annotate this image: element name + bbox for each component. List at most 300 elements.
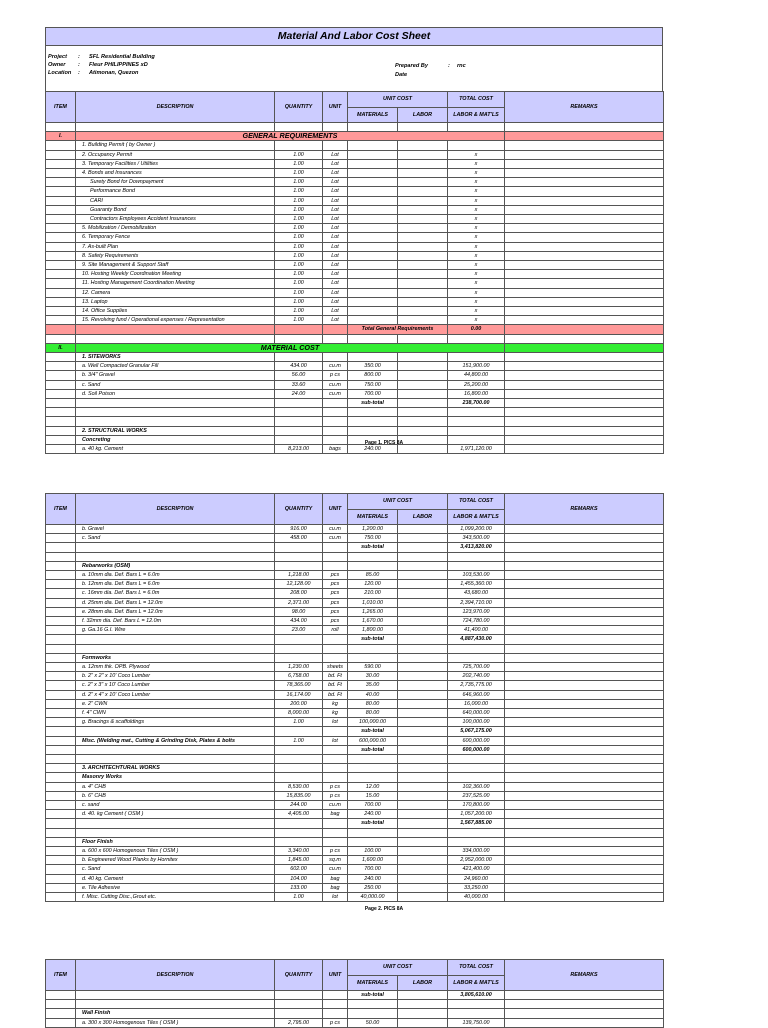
cell <box>398 755 448 764</box>
cell-total: 2,952,000.00 <box>448 856 505 865</box>
cell <box>275 755 323 764</box>
section-title: GENERAL REQUIREMENTS <box>76 132 505 141</box>
subtotal-row <box>46 745 664 754</box>
cell-item <box>46 389 76 398</box>
cell-remarks <box>505 626 664 635</box>
cell <box>275 561 323 570</box>
subtotal-label: sub-total <box>348 991 398 1000</box>
col-total-cost: TOTAL COST <box>448 960 505 976</box>
cell-unit: Lot <box>323 205 348 214</box>
cell <box>323 334 348 343</box>
table-row <box>46 169 664 178</box>
col-materials: MATERIALS <box>348 509 398 525</box>
cell-description: f. 32mm dia. Def. Bars L = 12.0m <box>76 617 275 626</box>
cell-quantity: 104.00 <box>275 874 323 883</box>
cell-remarks <box>505 810 664 819</box>
cell-description: b. Engineered Wood Planks by Hornitex <box>76 856 275 865</box>
table-row <box>46 626 664 635</box>
cell <box>505 552 664 561</box>
cell-quantity: 1,845.00 <box>275 856 323 865</box>
cell-item <box>46 371 76 380</box>
cell-remarks <box>505 663 664 672</box>
subtotal-value: 3,413,820.00 <box>448 543 505 552</box>
cell-materials: 35.00 <box>348 681 398 690</box>
cell-description: 5. Mobilization / Demobilization <box>76 224 275 233</box>
cell-remarks <box>505 141 664 150</box>
cell-labor <box>398 178 448 187</box>
cell-remarks <box>505 580 664 589</box>
blank-row <box>46 123 664 132</box>
cell-labor <box>398 736 448 745</box>
date-label: Date <box>395 72 408 78</box>
cell <box>398 764 448 773</box>
col-labor-mat: LABOR & MAT'LS <box>448 509 505 525</box>
subtotal-value: 238,700.00 <box>448 399 505 408</box>
cell-unit: Lot <box>323 196 348 205</box>
cell-materials <box>348 279 398 288</box>
cell <box>505 828 664 837</box>
group-label: Concreting <box>76 435 275 444</box>
cell <box>505 543 664 552</box>
table-row <box>46 316 664 325</box>
cell-unit: p cs <box>323 782 348 791</box>
cell-remarks <box>505 681 664 690</box>
cell-unit: lot <box>323 736 348 745</box>
section-row <box>46 343 664 352</box>
cell <box>398 417 448 426</box>
cell-total <box>448 141 505 150</box>
cell <box>448 1009 505 1018</box>
cell-item <box>46 847 76 856</box>
cell-unit <box>323 141 348 150</box>
cell-unit: Lot <box>323 316 348 325</box>
cell <box>76 417 275 426</box>
cell-total: x <box>448 261 505 270</box>
cell-description: c. Sand <box>76 534 275 543</box>
label-row <box>46 353 664 362</box>
table-row <box>46 893 664 902</box>
cell <box>275 417 323 426</box>
cell <box>348 417 398 426</box>
cell-quantity: 3,340.00 <box>275 847 323 856</box>
cell-item <box>46 561 76 570</box>
table-row <box>46 589 664 598</box>
location-label: Location <box>48 70 72 76</box>
cell-quantity: 434.00 <box>275 617 323 626</box>
cell-quantity: 78,365.00 <box>275 681 323 690</box>
blank-row <box>46 417 664 426</box>
cell-labor <box>398 224 448 233</box>
cell-unit: cu.m <box>323 801 348 810</box>
cell-unit: bd. Ft <box>323 681 348 690</box>
cell <box>448 426 505 435</box>
cell-labor <box>398 525 448 534</box>
cell <box>323 837 348 846</box>
cell-quantity: 8,530.00 <box>275 782 323 791</box>
cell-unit: bags <box>323 445 348 454</box>
cell <box>348 123 398 132</box>
table-row <box>46 718 664 727</box>
cell-description: 8. Safety Requirements <box>76 251 275 260</box>
cell-total: x <box>448 307 505 316</box>
cell-labor <box>398 681 448 690</box>
table-row <box>46 525 664 534</box>
cell-remarks <box>505 847 664 856</box>
cell-quantity: 1,218.00 <box>275 571 323 580</box>
subtotal-row <box>46 727 664 736</box>
cell <box>46 399 76 408</box>
cell-labor <box>398 1018 448 1027</box>
cell-materials: 700.00 <box>348 801 398 810</box>
cell <box>323 819 348 828</box>
cell <box>275 635 323 644</box>
cell-materials: 1,200.00 <box>348 525 398 534</box>
cell <box>398 991 448 1000</box>
table-row <box>46 801 664 810</box>
cell <box>76 644 275 653</box>
cell-materials: 1,600.00 <box>348 856 398 865</box>
cell <box>46 123 76 132</box>
cell-description: CARI <box>76 196 275 205</box>
cell <box>348 1009 398 1018</box>
cell <box>398 334 448 343</box>
cell-unit: lot <box>323 718 348 727</box>
cell-item <box>46 856 76 865</box>
cell-total: 24,960.00 <box>448 874 505 883</box>
col-unit: UNIT <box>323 494 348 525</box>
cell <box>505 132 664 141</box>
cell-item <box>46 626 76 635</box>
cell <box>448 561 505 570</box>
cell <box>323 399 348 408</box>
cell <box>398 399 448 408</box>
cell <box>505 727 664 736</box>
cell-quantity: 208.00 <box>275 589 323 598</box>
cell-materials: 40,000.00 <box>348 893 398 902</box>
table-row <box>46 709 664 718</box>
cell-labor <box>398 718 448 727</box>
cell <box>348 764 398 773</box>
cell-description: a. 4" CHB <box>76 782 275 791</box>
cell <box>323 773 348 782</box>
table-row <box>46 598 664 607</box>
cell <box>76 123 275 132</box>
cell <box>46 635 76 644</box>
section-row <box>46 132 664 141</box>
cell-materials: 30.00 <box>348 672 398 681</box>
cell-remarks <box>505 215 664 224</box>
cell-unit: p cs <box>323 371 348 380</box>
cell-labor <box>398 261 448 270</box>
cell-labor <box>398 607 448 616</box>
cell-labor <box>398 169 448 178</box>
col-labor-mat: LABOR & MAT'LS <box>448 975 505 991</box>
label-row <box>46 653 664 662</box>
cell-description: g. Ga.16 G.I. Wire <box>76 626 275 635</box>
cell-quantity: 1.00 <box>275 279 323 288</box>
cost-table-page-3 <box>45 959 664 1028</box>
subtotal-row <box>46 991 664 1000</box>
cell <box>275 727 323 736</box>
cell-total: x <box>448 205 505 214</box>
cell <box>46 828 76 837</box>
cell <box>348 561 398 570</box>
cell <box>76 991 275 1000</box>
table-row <box>46 288 664 297</box>
table-row <box>46 215 664 224</box>
cell-quantity: 4,405.00 <box>275 810 323 819</box>
cell-item <box>46 242 76 251</box>
cell <box>505 561 664 570</box>
cell-quantity: 1.00 <box>275 718 323 727</box>
cell-item <box>46 653 76 662</box>
cell-quantity: 12,128.00 <box>275 580 323 589</box>
col-unit-cost: UNIT COST <box>348 960 448 976</box>
cell <box>46 543 76 552</box>
cell-remarks <box>505 261 664 270</box>
owner-name: Fleur PHILIPPINES xD <box>89 62 148 68</box>
cell-description: f. 4" CWN <box>76 709 275 718</box>
cell-labor <box>398 874 448 883</box>
cell <box>505 1009 664 1018</box>
cell-unit: pcs <box>323 607 348 616</box>
cell-remarks <box>505 525 664 534</box>
cell <box>323 653 348 662</box>
table-row <box>46 297 664 306</box>
cell-item <box>46 709 76 718</box>
cell <box>323 727 348 736</box>
cell-unit: Lot <box>323 297 348 306</box>
cell <box>505 417 664 426</box>
cell-unit: cu.m <box>323 389 348 398</box>
cell-labor <box>398 389 448 398</box>
table-row <box>46 270 664 279</box>
label-row <box>46 764 664 773</box>
col-quantity: QUANTITY <box>275 494 323 525</box>
subtotal-row <box>46 543 664 552</box>
cell-description: c. 2" x 3" x 10' Coco Lumber <box>76 681 275 690</box>
cell-labor <box>398 159 448 168</box>
col-remarks: REMARKS <box>505 92 664 123</box>
cell <box>348 426 398 435</box>
cell-total: 33,250.00 <box>448 883 505 892</box>
label-row <box>46 837 664 846</box>
cell-materials: 1,265.00 <box>348 607 398 616</box>
cell-labor <box>398 672 448 681</box>
cell-quantity: 133.00 <box>275 883 323 892</box>
cell-labor <box>398 215 448 224</box>
cell-labor <box>398 150 448 159</box>
cell <box>398 1000 448 1009</box>
cell-labor <box>398 810 448 819</box>
total-label: Total General Requirements <box>348 325 448 334</box>
cell-remarks <box>505 196 664 205</box>
cell <box>76 552 275 561</box>
cell <box>46 334 76 343</box>
colon: : <box>78 62 80 68</box>
cell-item <box>46 297 76 306</box>
table-row <box>46 874 664 883</box>
cell-unit: Lot <box>323 251 348 260</box>
cell-labor <box>398 297 448 306</box>
cell-description: 6. Temporary Fence <box>76 233 275 242</box>
cell-labor <box>398 279 448 288</box>
cell-description: d. 40. kg Cement ( OSM ) <box>76 810 275 819</box>
cell-quantity: 1.00 <box>275 159 323 168</box>
cell-description: 10. Hosting Weekly Coordination Meeting <box>76 270 275 279</box>
cell <box>275 325 323 334</box>
cell <box>505 325 664 334</box>
cell <box>505 635 664 644</box>
group-label: Masonry Works <box>76 773 275 782</box>
cell-labor <box>398 847 448 856</box>
cell-item <box>46 353 76 362</box>
cell <box>448 408 505 417</box>
cell-quantity: 98.00 <box>275 607 323 616</box>
cell <box>76 755 275 764</box>
cell-total: 40,000.00 <box>448 893 505 902</box>
cell-labor <box>398 589 448 598</box>
cell-total: 123,970.00 <box>448 607 505 616</box>
cell-description: Surety Bond for Downpayment <box>76 178 275 187</box>
cell-remarks <box>505 874 664 883</box>
cell-labor <box>398 270 448 279</box>
cell-materials <box>348 307 398 316</box>
cell-remarks <box>505 307 664 316</box>
cell-quantity: 8,213.00 <box>275 445 323 454</box>
cell <box>323 1009 348 1018</box>
cell-description: e. Tile Adhesive <box>76 883 275 892</box>
table-row <box>46 150 664 159</box>
table-row <box>46 371 664 380</box>
cell-labor <box>398 196 448 205</box>
cell <box>46 727 76 736</box>
col-remarks: REMARKS <box>505 960 664 991</box>
cell-total: 16,800.00 <box>448 389 505 398</box>
cell <box>398 408 448 417</box>
col-labor: LABOR <box>398 509 448 525</box>
cell-labor <box>398 801 448 810</box>
cell-remarks <box>505 782 664 791</box>
cell-materials <box>348 288 398 297</box>
cell-quantity: 1.00 <box>275 297 323 306</box>
cell-remarks <box>505 690 664 699</box>
subtotal-label: sub-total <box>348 819 398 828</box>
cell-item <box>46 598 76 607</box>
cell-item <box>46 865 76 874</box>
cell-item <box>46 169 76 178</box>
cell-quantity: 1.00 <box>275 316 323 325</box>
cell <box>323 426 348 435</box>
cell <box>46 745 76 754</box>
cell-remarks <box>505 883 664 892</box>
cell <box>398 353 448 362</box>
cell <box>323 828 348 837</box>
blank-row <box>46 552 664 561</box>
cell-materials: 50.00 <box>348 1018 398 1027</box>
cell-unit: p cs <box>323 791 348 800</box>
cell <box>398 635 448 644</box>
cell <box>46 1000 76 1009</box>
cell-materials <box>348 196 398 205</box>
cell-item <box>46 699 76 708</box>
cell-unit: Lot <box>323 307 348 316</box>
cell-remarks <box>505 856 664 865</box>
cell <box>46 819 76 828</box>
cell <box>505 399 664 408</box>
cell <box>448 644 505 653</box>
cell-remarks <box>505 233 664 242</box>
cell-remarks <box>505 534 664 543</box>
group-label: 3. ARCHITECHTURAL WORKS <box>76 764 275 773</box>
cell <box>275 837 323 846</box>
cell-quantity: 1.00 <box>275 169 323 178</box>
total-row <box>46 325 664 334</box>
col-unit-cost: UNIT COST <box>348 92 448 108</box>
cell <box>348 334 398 343</box>
table-row <box>46 1018 664 1027</box>
cell <box>275 426 323 435</box>
subtotal-row <box>46 635 664 644</box>
cell-quantity: 1.00 <box>275 242 323 251</box>
cell-total: 103,530.00 <box>448 571 505 580</box>
cell-description: 11. Hosting Management Coordination Meeting <box>76 279 275 288</box>
cell-unit: bag <box>323 883 348 892</box>
cell-unit: Lot <box>323 215 348 224</box>
cell <box>323 745 348 754</box>
table-row <box>46 580 664 589</box>
blank-row <box>46 755 664 764</box>
cell <box>275 552 323 561</box>
cell-description: e. 2" CWN <box>76 699 275 708</box>
cell-description: 13. Laptop <box>76 297 275 306</box>
cell-remarks <box>505 362 664 371</box>
cell-remarks <box>505 288 664 297</box>
cell-remarks <box>505 159 664 168</box>
cell-materials: 1,010.00 <box>348 598 398 607</box>
table-row <box>46 791 664 800</box>
cell-labor <box>398 233 448 242</box>
cell-description: b. 2" x 2" x 10' Coco Lumber <box>76 672 275 681</box>
cell-description: d. 25mm dia. Def. Bars L = 12.0m <box>76 598 275 607</box>
cell-description: f. Misc. Cutting Disc.,Grout etc. <box>76 893 275 902</box>
cell-unit: kg <box>323 699 348 708</box>
location-name: Atimonan, Quezon <box>89 70 139 76</box>
cell-unit: cu.m <box>323 525 348 534</box>
cell-description: a. 40 kg. Cement <box>76 445 275 454</box>
table-row <box>46 251 664 260</box>
cell-quantity: 1.00 <box>275 205 323 214</box>
owner-label: Owner <box>48 62 66 68</box>
cell-remarks <box>505 589 664 598</box>
cell-total: 25,200.00 <box>448 380 505 389</box>
cell-labor <box>398 205 448 214</box>
cell-remarks <box>505 251 664 260</box>
cell-labor <box>398 251 448 260</box>
cell-item <box>46 681 76 690</box>
cell <box>398 426 448 435</box>
cell-materials: 100,000.00 <box>348 718 398 727</box>
sheet-page-2 <box>45 493 663 902</box>
col-labor: LABOR <box>398 975 448 991</box>
cell-labor <box>398 893 448 902</box>
cell-quantity: 1.00 <box>275 288 323 297</box>
cell-materials: 250.00 <box>348 883 398 892</box>
cell-item <box>46 801 76 810</box>
cell-materials: 15.00 <box>348 791 398 800</box>
col-remarks: REMARKS <box>505 494 664 525</box>
cell <box>323 755 348 764</box>
